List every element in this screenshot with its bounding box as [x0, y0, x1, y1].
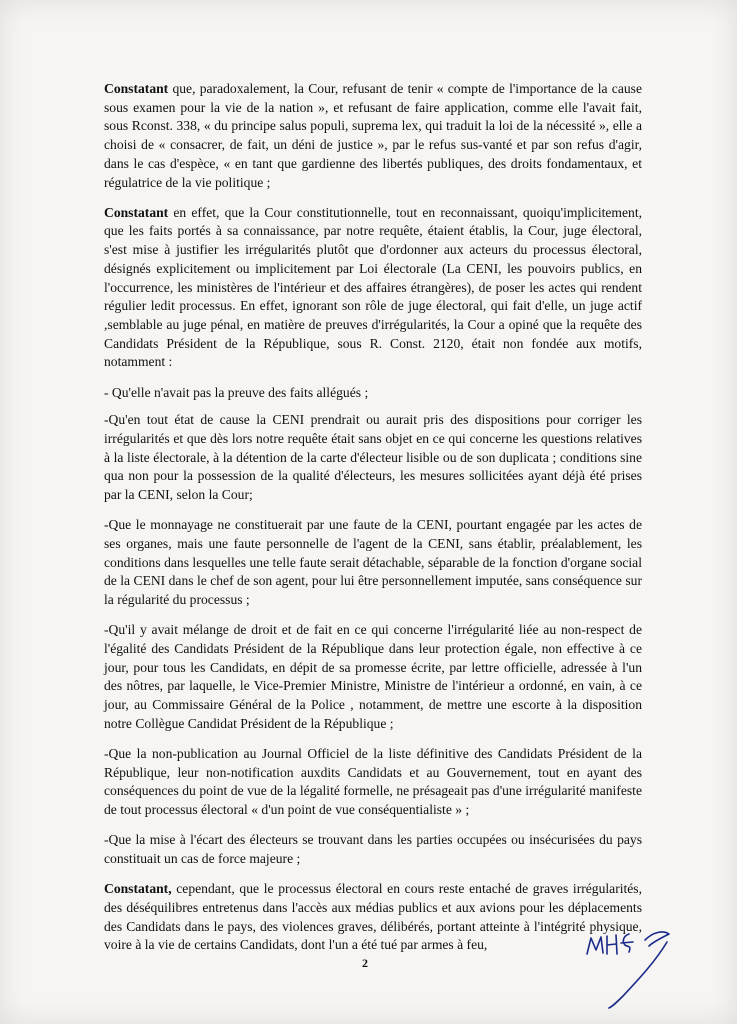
paragraph-6 — [104, 621, 642, 733]
paragraph-text: -Que le monnayage ne constituerait par une faute de la CENI, pourtant engagée par les actes de ses organes, mais une faute personnelle de l'agent de la CENI, sans établir, préalablement, les conditions dans lesquelles une telle faute serait détachable, séparable de la fonction d'organe social de la CENI dans le chef de son agent, pour lui être personnellement imputée, sans conséquence sur la régularité du processus ; — [104, 517, 642, 608]
document-body — [104, 80, 642, 967]
paragraph-5 — [104, 516, 642, 610]
paragraph-7 — [104, 745, 642, 820]
paragraph-9 — [104, 880, 642, 955]
paragraph-lead: Constatant — [104, 81, 169, 96]
paragraph-text: en effet, que la Cour constitutionnelle, tout en reconnaissant, quoiqu'implicitement, que les faits portés à sa connaissance, par notre requête, étaient établis, la Cour, juge électoral, s'est mise à justifier les irrégularités plutôt que d'ordonner aux acteurs du processus électoral, désignés explicitement ou implicitement par Loi électorale (La CENI, les pouvoirs publics, en l'occurrence, les ministères de l'intérieur et des affaires étrangères), de poser les actes qui rendent régulier ledit processus. En effet, ignorant son rôle de juge électoral, qui fait d'elle, un juge actif ,semblable au juge pénal, en matière de preuves d'irrégularités, la Cour a opiné que la requête des Candidats Président de la République, sous R. Const. 2120, était non fondée aux motifs, notamment : — [104, 204, 642, 370]
paragraph-text: que, paradoxalement, la Cour, refusant de tenir « compte de l'importance de la cause sous examen pour la vie de la nation », et refusant de faire application, comme elle l'avait fait, sous Rconst. 338, « du principe salus populi, suprema lex, qui traduit la loi de la nécessité », elle a choisi de « consacrer, de fait, un déni de justice », par le refus sus-vanté et par son refus d'agir, dans le cas d'espèce, « en tant que gardienne des libertés publiques, des droits fondamentaux, et régulatrice de la vie politique ; — [104, 81, 642, 190]
paragraph-text: -Que la non-publication au Journal Officiel de la liste définitive des Candidats Président de la République, leur non-notification auxdits Candidats et au Gouvernement, tout en ayant des conséquences du point de vue de la légalité formelle, ne présageait pas d'une irrégularité manifeste de tout processus électoral « d'un point de vue conséquentialiste » ; — [104, 746, 642, 818]
paragraph-text: -Que la mise à l'écart des électeurs se trouvant dans les parties occupées ou insécurisées du pays constituait un cas de force majeure ; — [104, 832, 642, 867]
paragraph-lead: Constatant, — [104, 881, 172, 897]
handwritten-signature — [583, 912, 693, 1012]
paragraph-4 — [104, 411, 642, 505]
paragraph-text: -Qu'en tout état de cause la CENI prendrait ou aurait pris des dispositions pour corriger les irrégularités et que dès lors notre requête était sans objet en ce qui concerne les questions relatives à la liste électorale, à la détention de la carte d'électeur lisible ou de son duplicata ; conditions sine qua non pour la possession de la qualité d'électeurs, les mesures sollicitées ayant déjà été prises par la CENI, selon la Cour; — [104, 412, 642, 503]
paragraph-3 — [104, 384, 642, 403]
paragraph-text: - Qu'elle n'avait pas la preuve des faits allégués ; — [104, 384, 369, 400]
paragraph-1 — [104, 80, 642, 192]
paragraph-text: -Qu'il y avait mélange de droit et de fait en ce qui concerne l'irrégularité liée au non-respect de l'égalité des Candidats Président de la République dans leur protection égale, non effective à ce jour, pour tous les Candidats, en dépit de sa promesse écrite, par lettre officielle, adressée à l'un des nôtres, par laquelle, le Vice-Premier Ministre, Ministre de l'intérieur a ordonné, en vain, à ce jour, au Commissaire Général de la Police , notamment, de mettre une escorte à la disposition notre Collègue Candidat Président de la République ; — [104, 622, 642, 731]
paragraph-2 — [104, 204, 642, 372]
paragraph-text: cependant, que le processus électoral en cours reste entaché de graves irrégularités, des déséquilibres entretenus dans l'accès aux médias publics et aux avions pour les déplacements des Candidats dans le pays, des violences graves, délibérés, portant atteinte à l'intégrité physique, voire à la vie de certains Candidats, dont l'un a été tué par armes à feu, — [104, 881, 642, 953]
page-number: 2 — [362, 956, 368, 970]
paragraph-lead: Constatant — [104, 204, 169, 220]
paragraph-8 — [104, 831, 642, 868]
